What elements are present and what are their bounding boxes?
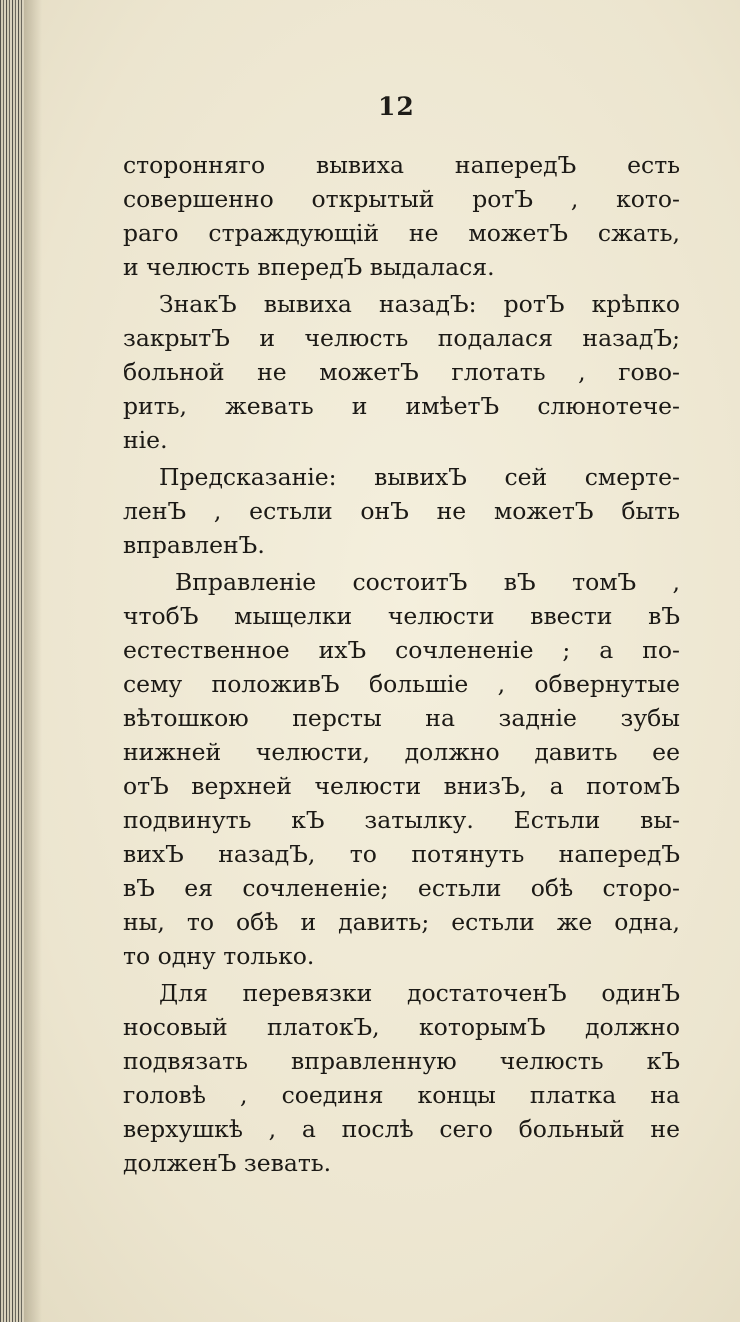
- text-line: носовый платокЪ, которымЪ должно: [123, 1013, 680, 1041]
- text-line: вЪ ея сочлененіе; естьли обѣ сторо-: [123, 874, 680, 902]
- text-line: Вправленіе состоитЪ вЪ томЪ ,: [175, 568, 680, 596]
- text-line: отЪ верхней челюсти внизЪ, а потомЪ: [123, 772, 680, 800]
- text-line: ніе.: [123, 426, 168, 454]
- text-line: ны, то обѣ и давить; естьли же одна,: [123, 908, 680, 936]
- text-line: то одну только.: [123, 942, 315, 970]
- text-line: ЗнакЪ вывиха назадЪ: ротЪ крѣпко: [159, 290, 680, 318]
- text-line: сему положивЪ большіе , обвернутые: [123, 670, 680, 698]
- body-text: [123, 148, 680, 1180]
- text-line: раго страждующій не можетЪ сжать,: [123, 219, 680, 247]
- text-line: закрытЪ и челюсть подалася назадЪ;: [123, 324, 680, 352]
- text-line: рить, жевать и имѣетЪ слюнотече-: [123, 392, 680, 420]
- text-line: подвинуть кЪ затылку. Естьли вы-: [123, 806, 680, 834]
- text-line: совершенно открытый ротЪ , кото-: [123, 185, 680, 213]
- text-line: вправленЪ.: [123, 531, 265, 559]
- text-line: и челюсть впередЪ выдалася.: [123, 253, 495, 281]
- text-line: чтобЪ мыщелки челюсти ввести вЪ: [123, 602, 680, 630]
- text-line: долженЪ зевать.: [123, 1149, 332, 1177]
- page-number: 12: [378, 92, 415, 121]
- text-line: вихЪ назадЪ, то потянуть напередЪ: [123, 840, 680, 868]
- page-binding-edge: [0, 0, 24, 1322]
- text-line: подвязать вправленную челюсть кЪ: [123, 1047, 680, 1075]
- text-line: верхушкѣ , а послѣ сего больный не: [123, 1115, 680, 1143]
- text-line: стороннягo вывиха напередЪ есть: [123, 151, 680, 179]
- text-line: больной не можетЪ глотать , гово-: [123, 358, 680, 386]
- text-line: головѣ , соединя концы платка на: [123, 1081, 680, 1109]
- text-line: Для перевязки достаточенЪ одинЪ: [159, 979, 680, 1007]
- text-line: естественное ихЪ сочлененіе ; а по-: [123, 636, 680, 664]
- text-line: нижней челюсти, должно давить ее: [123, 738, 680, 766]
- text-line: вѣтошкою персты на задніе зубы: [123, 704, 680, 732]
- text-line: ленЪ , естьли онЪ не можетЪ быть: [123, 497, 680, 525]
- binding-shadow: [24, 0, 42, 1322]
- text-line: Предсказаніе: вывихЪ сей смерте-: [159, 463, 680, 491]
